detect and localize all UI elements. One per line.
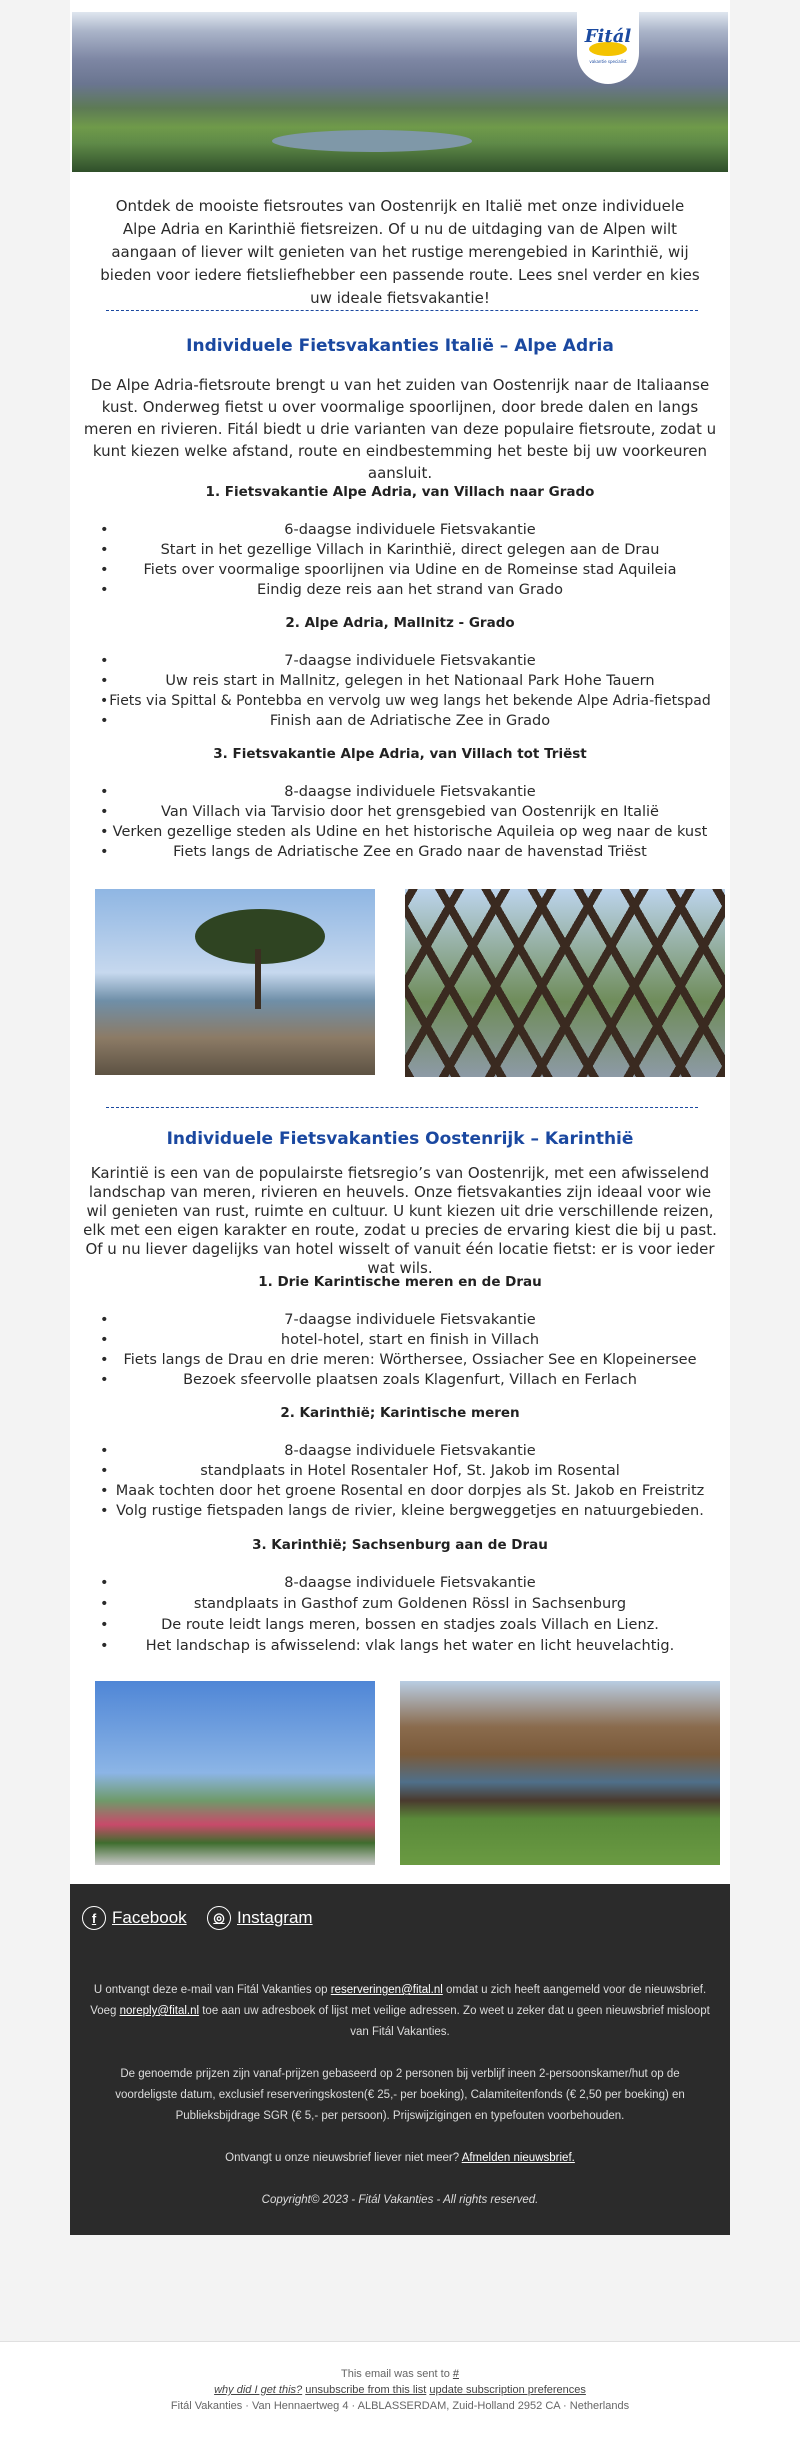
photo-palm-garden (95, 1681, 375, 1865)
list-item: • 8-daagse individuele Fietsvakantie (100, 782, 720, 802)
notice-text: U ontvangt deze e-mail van Fitál Vakanties op (93, 1984, 331, 1996)
list-item: • Het landschap is afwisselend: vlak langs het water en licht heuvelachtig. (100, 1636, 720, 1657)
list-item: • Fiets langs de Drau en drie meren: Wörthersee, Ossiacher See en Klopeinersee (100, 1350, 720, 1370)
trip-list (100, 1310, 720, 1390)
logo-text: Fitál (584, 26, 632, 47)
price-disclaimer: De genoemde prijzen zijn vanaf-prijzen gebaseerd op 2 personen bij verblijf ineen 2-persoonskamer/hut op de voordeligste datum, exclusief reserveringskosten(€ 25,- per boeking), Calamiteitenfonds (€ 2,50 per boeking) en Publieksbijdrage SGR (€ 5,- per persoon). Prijswijzigingen en typefouten voorbehouden. (115, 2068, 685, 2122)
unsubscribe-link[interactable]: unsubscribe from this list (305, 2384, 427, 2396)
list-item: • Finish aan de Adriatische Zee in Grado (100, 711, 720, 731)
tree-trunk (255, 949, 261, 1009)
section-text: Karintië is een van de populairste fietsregio’s van Oostenrijk, met een afwisselend landschap van meren, rivieren en heuvels. Onze fietsvakanties zijn ideaal voor wie wil genieten van rust, ruimte en cultuur. U kunt kiezen uit drie verschillende reizen, elk met een eigen karakter en route, zodat u precies de ervaring kiest die bij u past. Of u nu liever dagelijks van hotel wisselt of vanuit één locatie fietst: er is voor ieder wat wils. (83, 1164, 717, 1277)
section-text: De Alpe Adria-fietsroute brengt u van het zuiden van Oostenrijk naar de Italiaanse kust. Onderweg fietst u over voormalige spoorlijnen, door brede dalen en langs meren en rivieren. Fitál biedt u drie varianten van deze populaire fietsroute, zodat u kunt kiezen welke afstand, route en eindbestemming het beste bij uw voorkeuren aansluit. (83, 376, 717, 482)
section-title: Individuele Fietsvakanties Oostenrijk – Karinthië (166, 1129, 634, 1149)
email-body (70, 0, 730, 1884)
trip-title: 3. Fietsvakantie Alpe Adria, van Villach tot Triëst (213, 746, 587, 762)
notice-text: toe aan uw adresboek of lijst met veilige adressen. Zo weet u zeker dat u geen nieuwsbrief misloopt van Fitál Vakanties. (199, 2005, 710, 2038)
trip-title: 2. Karinthië; Karintische meren (280, 1405, 520, 1421)
intro-text: Ontdek de mooiste fietsroutes van Oostenrijk en Italië met onze individuele Alpe Adria en Karinthië fietsreizen. Of u nu de uitdaging van de Alpen wilt aangaan of liever wilt genieten van het rustige merengebied in Karinthië, wij bieden voor iedere fietsliefhebber een passende route. Lees snel verder en kies uw ideale fietsvakantie! (100, 197, 700, 307)
subscription-notice (90, 1980, 710, 2043)
divider (106, 1107, 698, 1108)
trip-list (100, 782, 720, 862)
trip-list (100, 520, 720, 600)
notice-text: omdat u zich heeft aangemeld voor de nieuwsbrief. Voeg (90, 1984, 707, 2017)
trip-title: 2. Alpe Adria, Mallnitz - Grado (285, 615, 515, 631)
preference-links (0, 2382, 800, 2398)
noreply-email-link[interactable]: noreply@fital.nl (119, 2005, 200, 2017)
list-item: • Start in het gezellige Villach in Karinthië, direct gelegen aan de Drau (100, 540, 720, 560)
section-title: Individuele Fietsvakanties Italië – Alpe Adria (186, 336, 614, 356)
list-item: • Uw reis start in Mallnitz, gelegen in het Nationaal Park Hohe Tauern (100, 671, 720, 691)
trip-list (100, 1441, 720, 1521)
trip-list (100, 1573, 720, 1657)
list-item: • Fiets langs de Adriatische Zee en Grado naar de havenstad Triëst (100, 842, 720, 862)
copyright: Copyright© 2023 - Fitál Vakanties - All rights reserved. (261, 2194, 539, 2206)
trip-title: 1. Fietsvakantie Alpe Adria, van Villach naar Grado (205, 484, 595, 500)
photo-tree-waterfront (95, 889, 375, 1075)
list-item: • 6-daagse individuele Fietsvakantie (100, 520, 720, 540)
list-item: • 7-daagse individuele Fietsvakantie (100, 651, 720, 671)
trip-list (100, 651, 720, 731)
logo-tagline: vakantie specialist (589, 59, 627, 64)
lake (272, 130, 472, 152)
divider (106, 310, 698, 311)
footer (70, 1884, 730, 2235)
list-item: • Bezoek sfeervolle plaatsen zoals Klagenfurt, Villach en Ferlach (100, 1370, 720, 1390)
facebook-icon: f (82, 1906, 106, 1930)
list-item: • Fiets via Spittal & Pontebba en vervolg uw weg langs het bekende Alpe Adria-fietspad (100, 691, 720, 711)
trip-title: 3. Karinthië; Sachsenburg aan de Drau (252, 1537, 548, 1553)
fital-logo[interactable] (577, 12, 639, 84)
facebook-label: Facebook (112, 1908, 187, 1927)
unsubscribe-line (90, 2148, 710, 2169)
list-item: • Volg rustige fietspaden langs de rivier, kleine bergweggetjes en natuurgebieden. (100, 1501, 720, 1521)
list-item: • 8-daagse individuele Fietsvakantie (100, 1441, 720, 1461)
instagram-icon: ◎ (207, 1906, 231, 1930)
reserveringen-email-link[interactable]: reserveringen@fital.nl (330, 1984, 443, 1996)
trip-title: 1. Drie Karintische meren en de Drau (258, 1274, 542, 1290)
list-item: • 8-daagse individuele Fietsvakantie (100, 1573, 720, 1594)
photo-steam-train-lake (400, 1681, 720, 1865)
photo-iron-bridge (405, 889, 725, 1077)
list-item: • Van Villach via Tarvisio door het grensgebied van Oostenrijk en Italië (100, 802, 720, 822)
hero-image-mountain-valley (72, 12, 728, 172)
list-item: • Verken gezellige steden als Udine en het historische Aquileia op weg naar de kust (100, 822, 720, 842)
instagram-link[interactable] (207, 1906, 313, 1930)
list-item: • Eindig deze reis aan het strand van Grado (100, 580, 720, 600)
sent-to-text: This email was sent to (341, 2368, 453, 2380)
list-item: • Maak tochten door het groene Rosental en door dorpjes als St. Jakob en Freistritz (100, 1481, 720, 1501)
postal-address: Fitál Vakanties · Van Hennaertweg 4 · ALBLASSERDAM, Zuid-Holland 2952 CA · Netherlands (170, 2400, 630, 2412)
sent-to-link[interactable]: # (452, 2368, 459, 2380)
why-link[interactable]: why did I get this? (214, 2384, 303, 2396)
list-item: • standplaats in Hotel Rosentaler Hof, St. Jakob im Rosental (100, 1461, 720, 1481)
sent-to-line (0, 2366, 800, 2382)
list-item: • Fiets over voormalige spoorlijnen via Udine en de Romeinse stad Aquileia (100, 560, 720, 580)
mail-provider-footer (0, 2341, 800, 2453)
unsubscribe-question: Ontvangt u onze nieuwsbrief liever niet meer? (225, 2152, 462, 2164)
facebook-link[interactable] (82, 1906, 187, 1930)
list-item: • hotel-hotel, start en finish in Villach (100, 1330, 720, 1350)
list-item: • 7-daagse individuele Fietsvakantie (100, 1310, 720, 1330)
update-preferences-link[interactable]: update subscription preferences (429, 2384, 586, 2396)
instagram-label: Instagram (237, 1908, 313, 1927)
list-item: • De route leidt langs meren, bossen en stadjes zoals Villach en Lienz. (100, 1615, 720, 1636)
unsubscribe-newsletter-link[interactable]: Afmelden nieuwsbrief. (461, 2152, 575, 2164)
list-item: • standplaats in Gasthof zum Goldenen Rössl in Sachsenburg (100, 1594, 720, 1615)
